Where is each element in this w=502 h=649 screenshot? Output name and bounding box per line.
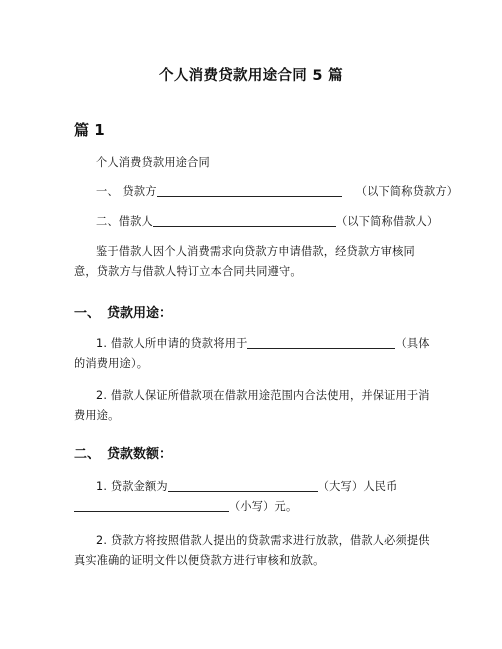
borrower-name-blank (153, 214, 336, 227)
section-heading-usage (74, 302, 172, 321)
party-borrower-line (96, 212, 438, 232)
amount-item-1-text: 1. 贷款金额为 (96, 480, 168, 493)
section-heading-amount (74, 443, 172, 462)
amount-item-2: 2. 贷款方将按照借款人提出的贷款需求进行放款，借款人必须提供真实准确的证明文件以便贷款方进行审核和放款。 (74, 534, 430, 567)
amount-numeric-blank (74, 499, 229, 512)
intro-paragraph: 鉴于借款人因个人消费需求向贷款方申请借款，经贷款方审核同意，贷款方与借款人特订立本合同共同遵守。 (74, 245, 415, 278)
usage-item-1-line2: 的消费用途）。 (74, 357, 149, 370)
section-title: 贷款数额： (107, 447, 173, 462)
usage-item-1-text: 1. 借款人所申请的贷款将用于 (96, 337, 248, 350)
usage-item-1 (74, 334, 430, 374)
party-lender-suffix: （以下简称贷款方） (355, 185, 459, 198)
party-lender-label: 一、 贷款方 (96, 185, 157, 198)
amount-uppercase-blank (168, 479, 318, 492)
party-borrower-label: 二、借款人 (96, 215, 153, 228)
amount-item-1 (74, 477, 430, 517)
usage-item-2: 2. 借款人保证所借款项在借款用途范围内合法使用，并保证用于消费用途。 (74, 389, 430, 422)
party-lender-line (96, 182, 458, 202)
amount-item-1-mid: （大写）人民币 (317, 480, 398, 493)
usage-purpose-blank (247, 336, 395, 349)
section-title: 贷款用途： (107, 306, 173, 321)
contract-name: 个人消费贷款用途合同 (96, 156, 210, 169)
section-number: 一、 (74, 306, 101, 321)
party-borrower-suffix: （以下简称借款人） (335, 215, 439, 228)
lender-name-blank (157, 184, 342, 197)
document-title: 个人消费贷款用途合同 5 篇 (159, 68, 343, 84)
article-heading: 篇 1 (74, 121, 105, 139)
usage-item-1-suffix: （具体 (395, 337, 430, 350)
section-number: 二、 (74, 447, 101, 462)
amount-item-1-suffix: （小写）元。 (229, 500, 298, 513)
